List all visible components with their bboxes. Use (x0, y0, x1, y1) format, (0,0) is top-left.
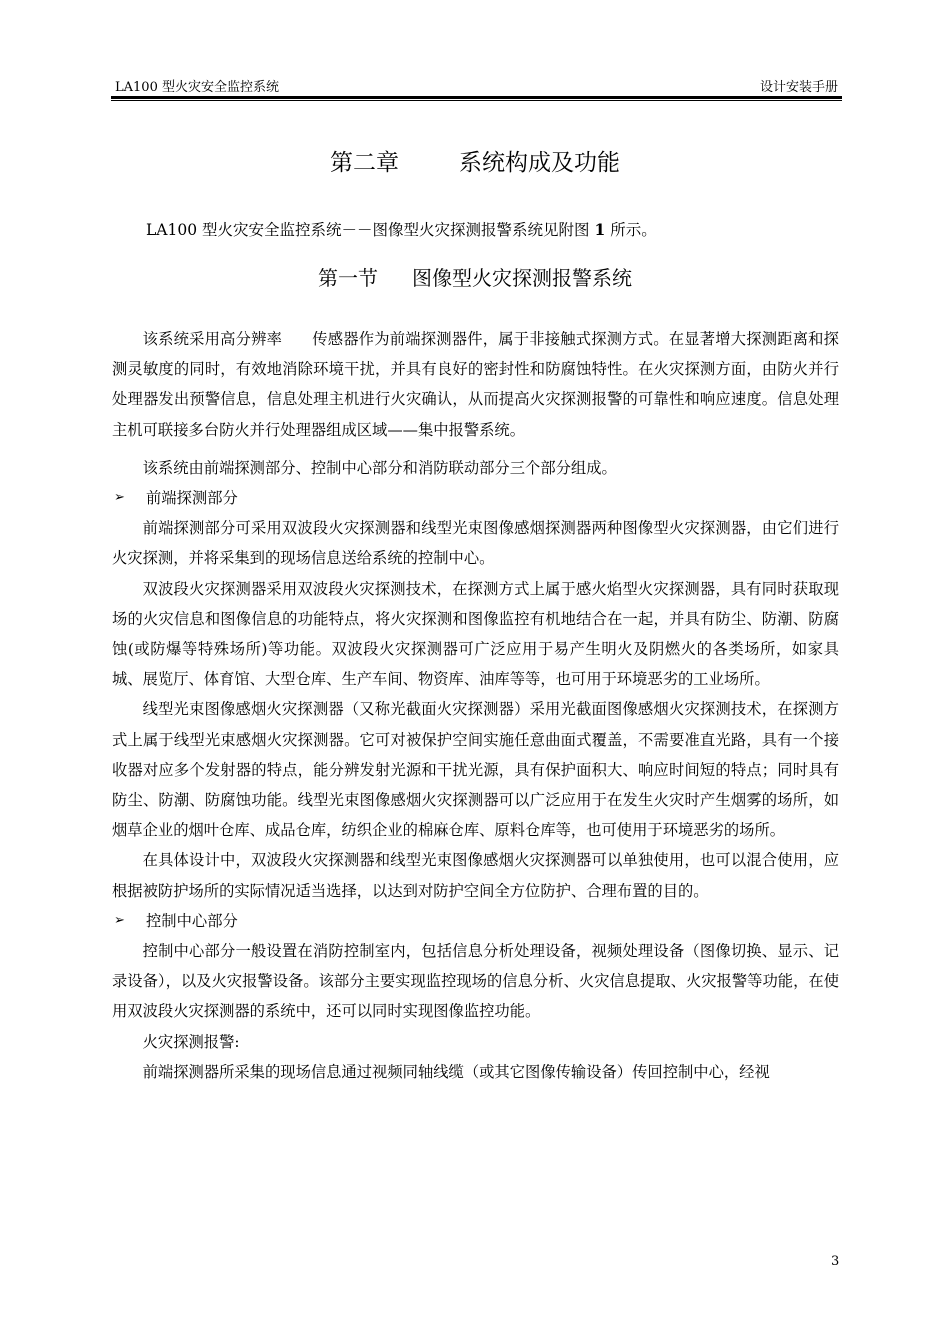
paragraph-system-parts: 该系统由前端探测部分、控制中心部分和消防联动部分三个部分组成。 (142, 458, 617, 477)
page-number: 3 (831, 1254, 840, 1269)
paragraph-text: 该系统采用高分辨率 (142, 330, 283, 348)
section-heading (0, 264, 950, 292)
paragraph-system-intro (112, 324, 839, 445)
paragraph-fire-alarm: 前端探测器所采集的现场信息通过视频同轴线缆（或其它图像传输设备）传回控制中心，经视 (142, 1062, 770, 1081)
bullet-control-center (112, 906, 839, 936)
chapter-heading (0, 148, 950, 178)
paragraph-linear-beam-detector: 线型光束图像感烟火灾探测器（又称光截面火灾探测器）采用光截面图像感烟火灾探测技术，在探测方式上属于线型光束感烟火灾探测器。它可对被保护空间实施任意曲面式覆盖，不需要准直光路，具有一个接收器对应多个发射器的特点，能分辨发射光源和干扰光源，具有保护面积大、响应时间短的特点；同时具有防尘、防潮、防腐蚀功能。线型光束图像感烟火灾探测器可以广泛应用于在发生火灾时产生烟雾的场所，如烟草企业的烟叶仓库、成品仓库，纺织企业的棉麻仓库、原料仓库等，也可使用于环境恶劣的场所。 (112, 700, 839, 840)
paragraph-text: 传感器作为前端探测器件，属于非接触式探测方式。在显著增大探测距离和探测灵敏度的同时，有效地消除环境干扰，并具有良好的密封性和防腐蚀特性。在火灾探测方面，由防火并行处理器发出预警信息，信息处理主机进行火灾确认，从而提高火灾探测报警的可靠性和响应速度。信息处理主机可联接多台防火并行处理器组成区域——集中报警系统。 (112, 330, 839, 439)
bullet-front-detection (112, 483, 839, 513)
section-title: 图像型火灾探测报警系统 (412, 266, 632, 290)
header-manual-name: 设计安装手册 (759, 80, 838, 95)
intro-figure-number: 1 (594, 220, 606, 239)
header-rule-thick (111, 96, 842, 99)
body-text (112, 324, 839, 1087)
paragraph-design-guidance: 在具体设计中，双波段火灾探测器和线型光束图像感烟火灾探测器可以单独使用，也可以混合使用，应根据被防护场所的实际情况适当选择，以达到对防护空间全方位防护、合理布置的目的。 (112, 851, 839, 900)
header-document-title: LA100 型火灾安全监控系统 (115, 80, 279, 95)
bullet-arrow-icon: ➢ (114, 490, 125, 506)
bullet-arrow-icon: ➢ (114, 912, 125, 928)
intro-text: LA100 型火灾安全监控系统－－图像型火灾探测报警系统见附图 (146, 221, 590, 239)
paragraph-fire-alarm-heading: 火灾探测报警: (142, 1032, 240, 1051)
section-number: 第一节 (318, 266, 378, 290)
chapter-number: 第二章 (330, 150, 399, 176)
paragraph-control-center: 控制中心部分一般设置在消防控制室内，包括信息分析处理设备，视频处理设备（图像切换、显示、记录设备），以及火灾报警设备。该部分主要实现监控现场的信息分析、火灾信息提取、火灾报警等功能，在使用双波段火灾探测器的系统中，还可以同时实现图像监控功能。 (112, 942, 839, 1021)
paragraph-front-detection: 前端探测部分可采用双波段火灾探测器和线型光束图像感烟探测器两种图像型火灾探测器，由它们进行火灾探测，并将采集到的现场信息送给系统的控制中心。 (112, 519, 839, 568)
bullet-label: 前端探测部分 (146, 489, 238, 508)
chapter-title: 系统构成及功能 (459, 150, 620, 176)
header-rule-thin (111, 100, 842, 101)
intro-line (146, 219, 836, 241)
bullet-label: 控制中心部分 (146, 911, 238, 930)
paragraph-dual-band-detector: 双波段火灾探测器采用双波段火灾探测技术，在探测方式上属于感火焰型火灾探测器，具有同时获取现场的火灾信息和图像信息的功能特点，将火灾探测和图像监控有机地结合在一起，并具有防尘、防潮、防腐蚀(或防爆等特殊场所)等功能。双波段火灾探测器可广泛应用于易产生明火及阴燃火的各类场所，如家具城、展览厅、体育馆、大型仓库、生产车间、物资库、油库等等，也可用于环境恶劣的工业场所。 (112, 579, 839, 689)
intro-text-end: 所示。 (610, 221, 657, 239)
